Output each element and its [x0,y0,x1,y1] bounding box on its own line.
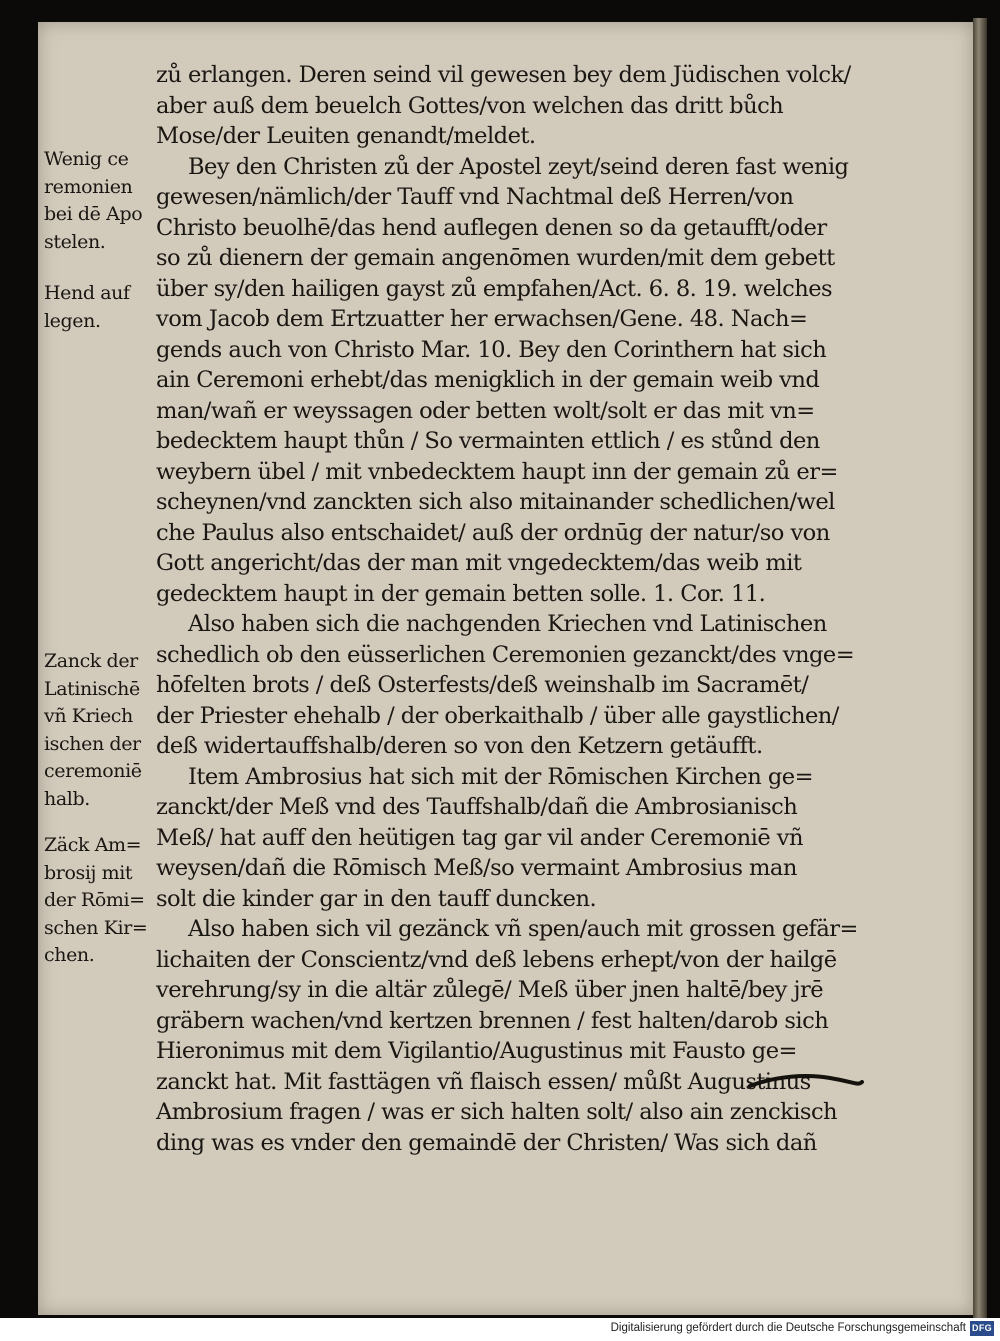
text-line: Also haben sich die nachgenden Kriechen vnd Latinischen [188,611,827,637]
text-line: gewesen/nämlich/der Tauff vnd Nachtmal deß Herren/von [156,184,794,210]
text-line: Christo beuolhē/das hend auflegen denen so da getaufft/oder [156,214,827,241]
margin-note-line: brosij mit [44,861,133,884]
text-line: zů erlangen. Deren seind vil gewesen bey dem Jüdischen volck/ [156,62,851,88]
text-line: Hieronimus mit dem Vigilantio/Augustinus mit Fausto ge= [156,1038,797,1064]
text-line: Ambrosium fragen / was er sich halten solt/ also ain zenckisch [156,1099,838,1125]
margin-note-line: Zanck der [44,650,138,672]
margin-note-ceremonien [44,146,154,256]
text-line: der Priester ehehalb / der oberkaithalb / über alle gaystlichen/ [156,702,839,729]
margin-note-line: chen. [44,944,95,966]
text-line: che Paulus also entschaidet/ auß der ordnūg der natur/so von [156,519,830,546]
funding-credit: Digitalisierung gefördert durch die Deutsche Forschungsgemeinschaft [610,1322,966,1334]
margin-note-hend [44,280,154,335]
text-line: weybern übel / mit vnbedecktem haupt inn der gemain zů er= [156,458,838,485]
ink-underline-mark [746,1070,866,1092]
text-line: man/wañ er weyssagen oder betten wolt/solt er das mit vn= [156,397,815,424]
text-line: Mose/der Leuiten genandt/meldet. [156,123,536,149]
margin-note-line: Wenig ce [44,148,129,170]
text-line: solt die kinder gar in den tauff duncken. [156,885,597,912]
margin-note-line: remonien [44,175,133,198]
margin-note-zanck [44,648,154,813]
text-line: verehrung/sy in die altär zůlegē/ Meß über jnen haltē/bey jrē [156,977,824,1003]
text-line: lichaiten der Conscientz/vnd deß lebens erhept/von der hailgē [156,946,837,973]
margin-note-line: vñ Kriech [44,705,133,727]
text-line: gräbern wachen/vnd kertzen brennen / fest halten/darob sich [156,1007,829,1034]
margin-note-line: schen Kir= [44,916,148,939]
dfg-logo-icon: DFG [970,1321,994,1336]
margin-note-line: Hend auf [44,282,130,304]
margin-note-line: legen. [44,309,101,332]
margin-note-line: ceremoniē [44,760,142,782]
text-line: Bey den Christen zů der Apostel zeyt/seind deren fast wenig [188,153,849,180]
text-line: gends auch von Christo Mar. 10. Bey den Corinthern hat sich [156,336,827,363]
text-line: scheynen/vnd zanckten sich also mitainander schedlichen/wel [156,489,835,515]
text-line: hōfelten brots / deß Osterfests/deß weinshalb im Sacramēt/ [156,672,809,698]
margin-note-line: Latinischē [44,677,140,700]
text-line: aber auß dem beuelch Gottes/von welchen das dritt bůch [156,92,784,119]
text-line: Gott angericht/das der man mit vngedecktem/das weib mit [156,550,802,576]
margin-note-line: Zäck Am= [44,834,142,856]
margin-note-ambrosij [44,832,154,970]
text-line: bedecktem haupt thůn / So vermainten ettlich / es stůnd den [156,428,820,454]
text-line: zanckt hat. Mit fasttägen vñ flaisch essen/ můßt Augustinus [156,1068,811,1095]
text-line: weysen/dañ die Rōmisch Meß/so vermaint Ambrosius man [156,855,797,881]
margin-note-line: stelen. [44,230,106,253]
margin-note-line: halb. [44,787,90,810]
page-edge [973,18,987,1318]
text-line: Meß/ hat auff den heütigen tag gar vil ander Ceremoniē vñ [156,824,804,851]
text-line: Item Ambrosius hat sich mit der Rōmischen Kirchen ge= [188,763,813,790]
main-text [156,60,916,1158]
text-line: zanckt/der Meß vnd des Tauffshalb/dañ die Ambrosianisch [156,794,798,820]
text-line: ain Ceremoni erhebt/das menigklich in der gemain weib vnd [156,367,820,393]
margin-note-line: ischen der [44,732,141,755]
text-line: gedecktem haupt in der gemain betten solle. 1. Cor. 11. [156,580,766,607]
footer-bar [0,1318,1000,1341]
margin-note-line: der Rōmi= [44,889,145,911]
text-line: deß widertauffshalb/deren so von den Ketzern getäufft. [156,733,763,759]
text-line: schedlich ob den eüsserlichen Ceremonien gezanckt/des vnge= [156,641,855,668]
text-line: so zů dienern der gemain angenōmen wurden/mit dem gebett [156,245,835,271]
text-line: über sy/den hailigen gayst zů empfahen/Act. 6. 8. 19. welches [156,275,833,302]
text-line: ding was es vnder den gemaindē der Christen/ Was sich dañ [156,1129,817,1156]
margin-note-line: bei dē Apo [44,203,143,225]
text-line: Also haben sich vil gezänck vñ spen/auch mit grossen gefär= [188,916,858,942]
text-line: vom Jacob dem Ertzuatter her erwachsen/Gene. 48. Nach= [156,306,808,332]
